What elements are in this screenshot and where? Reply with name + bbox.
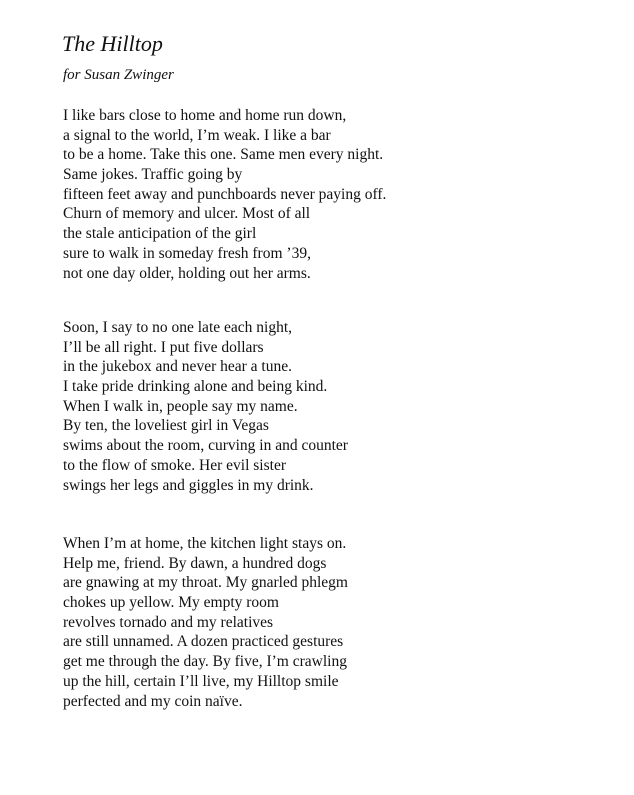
poem-line: swims about the room, curving in and counter: [63, 437, 348, 455]
poem-line: I’ll be all right. I put five dollars: [63, 338, 264, 356]
poem-line: When I’m at home, the kitchen light stays on.: [63, 535, 347, 552]
poem-line: By ten, the loveliest girl in Vegas: [63, 417, 269, 435]
poem-line: Help me, friend. By dawn, a hundred dogs: [63, 554, 327, 572]
poem-line: to be a home. Take this one. Same men every night.: [63, 146, 384, 164]
poem-line: are still unnamed. A dozen practiced gestures: [63, 633, 344, 651]
poem-line: Churn of memory and ulcer. Most of all: [63, 205, 311, 223]
poem-line: sure to walk in someday fresh from ’39,: [63, 244, 311, 262]
poem-line: chokes up yellow. My empty room: [63, 594, 279, 612]
poem-line: When I walk in, people say my name.: [63, 397, 298, 415]
poem-line: the stale anticipation of the girl: [63, 225, 257, 243]
poem-line: get me through the day. By five, I’m crawling: [63, 653, 347, 671]
poem-line: are gnawing at my throat. My gnarled phlegm: [63, 574, 348, 592]
poem-line: fifteen feet away and punchboards never paying off.: [63, 185, 387, 203]
poem-line: to the flow of smoke. Her evil sister: [63, 456, 286, 474]
poem-line: in the jukebox and never hear a tune.: [63, 358, 292, 376]
poem-title: The Hilltop: [62, 31, 163, 56]
poem-line: I take pride drinking alone and being kind.: [63, 378, 328, 396]
poem-line: revolves tornado and my relatives: [63, 613, 274, 631]
poem-line: a signal to the world, I’m weak. I like a bar: [63, 126, 331, 144]
poem-line: not one day older, holding out her arms.: [63, 264, 311, 282]
poem-line: I like bars close to home and home run down,: [63, 107, 347, 124]
poem-line: swings her legs and giggles in my drink.: [63, 476, 314, 494]
poem-dedication: for Susan Zwinger: [63, 67, 174, 83]
poem-line: up the hill, certain I’ll live, my Hilltop smile: [63, 672, 339, 690]
poem-line: Soon, I say to no one late each night,: [63, 319, 293, 336]
poem-line: Same jokes. Traffic going by: [63, 166, 243, 184]
poem-line: perfected and my coin naïve.: [63, 692, 243, 710]
stanza-1: [63, 106, 483, 283]
stanza-2: [63, 318, 483, 495]
stanza-3: [63, 534, 483, 711]
